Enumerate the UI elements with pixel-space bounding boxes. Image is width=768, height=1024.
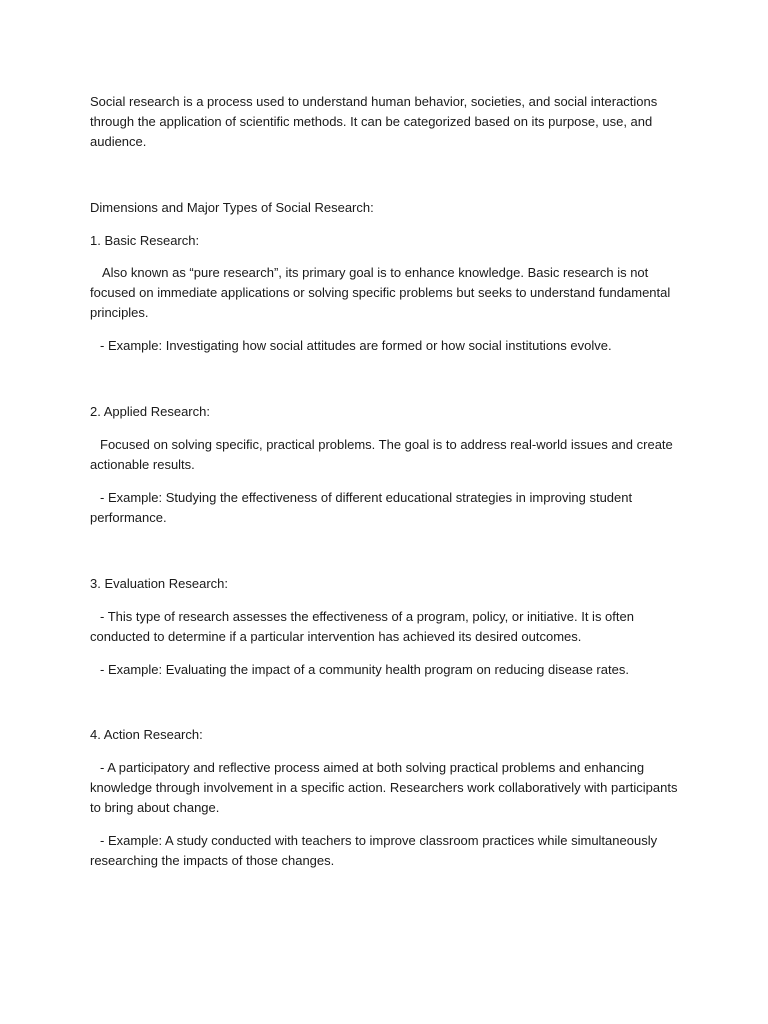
section-example-applied-research: - Example: Studying the effectiveness of different educational strategies in improving student performance. (90, 490, 633, 525)
intro-paragraph: Social research is a process used to understand human behavior, societies, and social interactions through the application of scientific methods. It can be categorized based on its purpose, use, and audience. (90, 94, 658, 149)
section-description-action-research: - A participatory and reflective process aimed at both solving practical problems and enhancing knowledge through involvement in a specific action. Researchers work collaboratively with participants to bring about change. (90, 760, 678, 815)
section-example-evaluation-research: - Example: Evaluating the impact of a community health program on reducing disease rates. (100, 662, 629, 677)
section-title-evaluation-research: 3. Evaluation Research: (90, 576, 229, 591)
section-description-basic-research: Also known as “pure research”, its primary goal is to enhance knowledge. Basic research is not focused on immediate applications or solving specific problems but seeks to understand fundamental principles. (90, 265, 671, 320)
section-example-action-research: - Example: A study conducted with teachers to improve classroom practices while simultaneously researching the impacts of those changes. (90, 833, 658, 868)
section-heading: Dimensions and Major Types of Social Research: (90, 200, 374, 215)
section-title-action-research: 4. Action Research: (90, 727, 203, 742)
section-description-evaluation-research: - This type of research assesses the effectiveness of a program, policy, or initiative. It is often conducted to determine if a particular intervention has achieved its desired outcomes. (90, 609, 634, 644)
section-example-basic-research: - Example: Investigating how social attitudes are formed or how social institutions evolve. (100, 338, 612, 353)
section-title-applied-research: 2. Applied Research: (90, 404, 210, 419)
section-title-basic-research: 1. Basic Research: (90, 233, 200, 248)
section-description-applied-research: Focused on solving specific, practical problems. The goal is to address real-world issues and create actionable results. (90, 437, 673, 472)
